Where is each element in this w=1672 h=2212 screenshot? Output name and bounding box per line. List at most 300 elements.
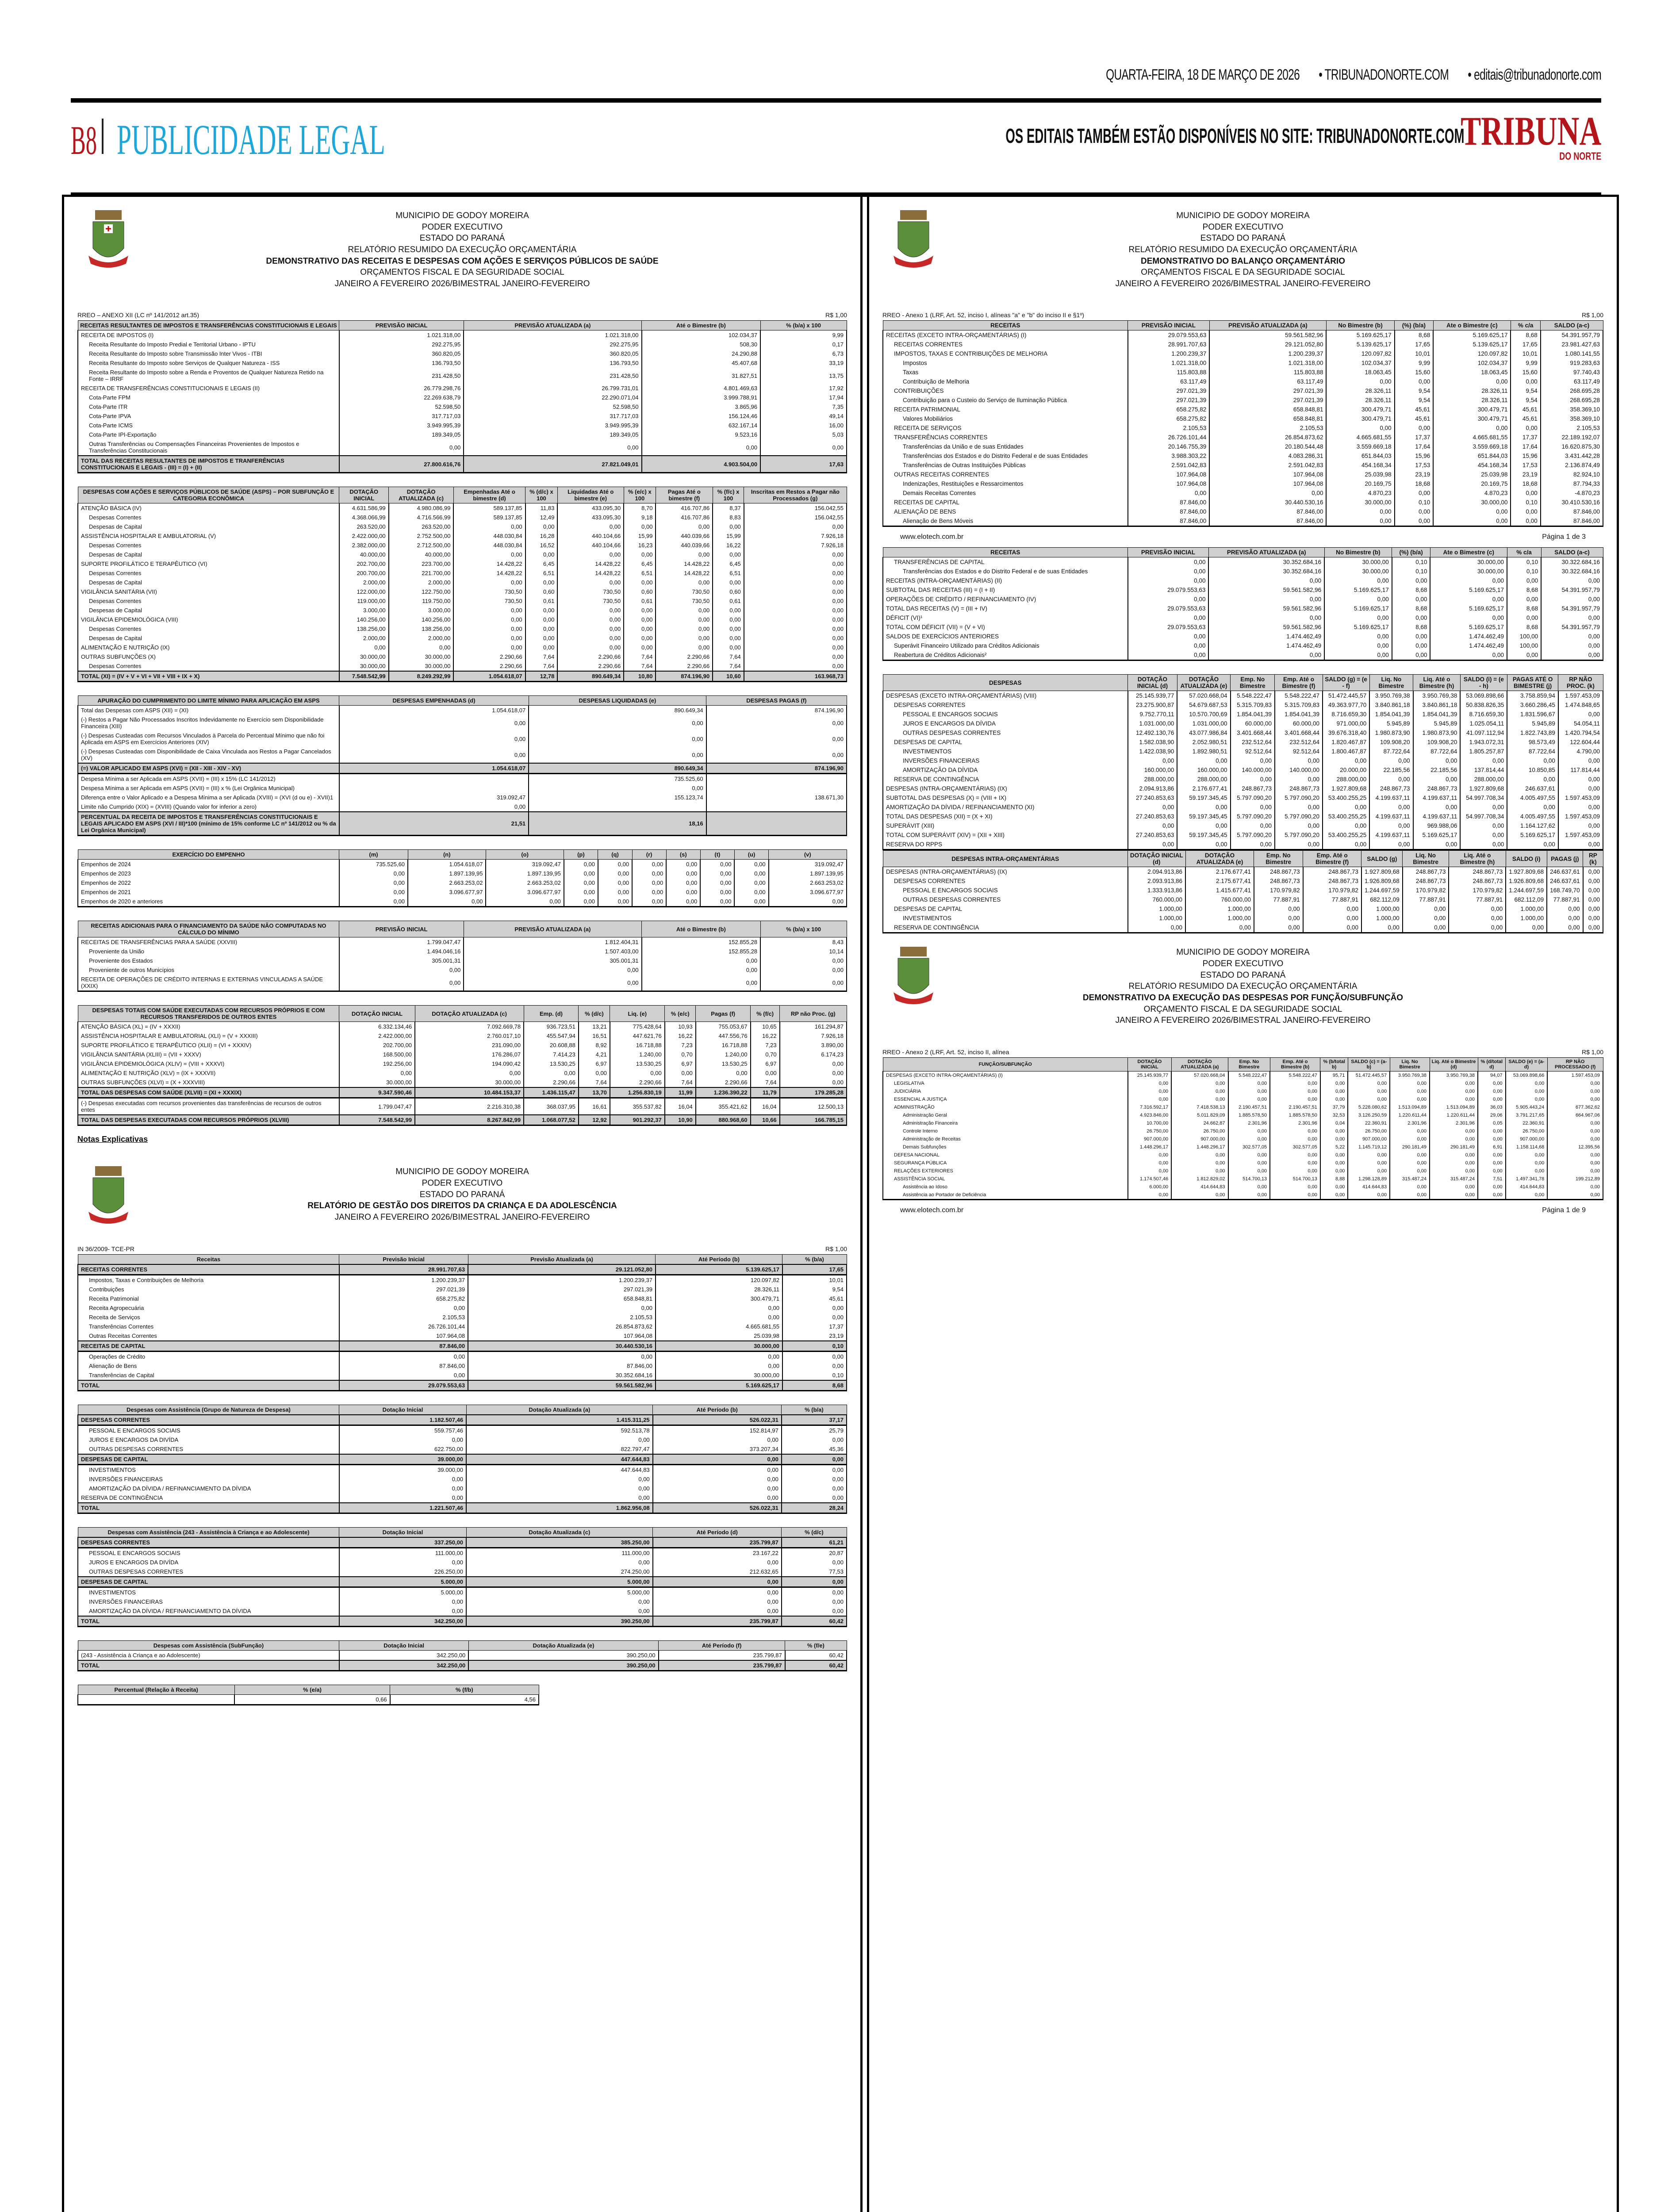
cell-value: 0,00 <box>653 1597 782 1606</box>
cell-value: 0,00 <box>1430 576 1507 585</box>
cell-value: 0,00 <box>642 956 761 965</box>
cell-value: 0,00 <box>1254 914 1303 923</box>
table-row <box>78 897 847 907</box>
cell-value: 9.523,16 <box>642 430 761 439</box>
row-label: Despesas Correntes <box>78 513 339 522</box>
column-header: SALDO (i) = (e - h) <box>1460 675 1507 691</box>
row-label: Despesas de Capital <box>78 522 339 531</box>
cell-value: 0,00 <box>744 568 847 578</box>
cell-value: 5.228.080,62 <box>1348 1103 1390 1111</box>
cell-value: 28.991.707,63 <box>339 1264 468 1275</box>
row-label: ALIENAÇÃO DE BENS <box>883 507 1128 516</box>
cell-value: 0,00 <box>453 578 525 587</box>
table-row <box>883 700 1603 710</box>
cell-value: 0,00 <box>1506 923 1547 933</box>
cell-value: 231.428,50 <box>464 368 641 384</box>
cell-value: 822.797,47 <box>466 1444 653 1454</box>
email-link[interactable]: • editais@tribunadonorte.com <box>1468 66 1601 83</box>
cell-value: 0,00 <box>1323 803 1369 812</box>
cell-value: 0,10 <box>782 1341 847 1352</box>
cell-value: 8,68 <box>1392 585 1430 595</box>
cell-value: 107.964,08 <box>1128 470 1210 479</box>
cell-value: 0,00 <box>453 522 525 531</box>
report-title: DEMONSTRATIVO DO BALANÇO ORÇAMENTÁRIO <box>1141 256 1345 266</box>
cell-value: 138.671,30 <box>706 793 847 802</box>
footer-page: Página 1 de 9 <box>1542 1206 1586 1214</box>
cell-value: 0,00 <box>525 522 558 531</box>
header-row <box>78 1006 847 1022</box>
cell-value: 14.428,22 <box>453 559 525 568</box>
cell-value: 0,00 <box>782 1558 847 1567</box>
cell-value: 0,00 <box>525 634 558 643</box>
cell-value: 5.139.625,17 <box>1433 340 1511 349</box>
poder: PODER EXECUTIVO <box>422 222 503 232</box>
table-row <box>883 840 1603 850</box>
row-label: ATENÇÃO BÁSICA (XL) = (IV + XXXII) <box>78 1022 339 1032</box>
cell-value: 5.797.090,20 <box>1231 812 1275 821</box>
column-header: SALDO (g) = (e - f) <box>1323 675 1369 691</box>
report-header <box>882 197 1603 289</box>
cell-value: 20.608,88 <box>524 1041 579 1050</box>
section-header <box>71 115 550 164</box>
cell-value: 0,00 <box>1433 377 1511 386</box>
cell-value: 0,00 <box>1326 423 1394 433</box>
cell-value: 0,00 <box>1369 803 1413 812</box>
cell-value: 4.199.637,11 <box>1413 793 1461 803</box>
newspaper-logo[interactable] <box>1460 108 1601 162</box>
row-label: JUROS E ENCARGOS DA DÍVIDA <box>883 719 1128 728</box>
table-row <box>78 812 847 836</box>
cell-value: 17,94 <box>760 393 847 402</box>
cell-value: 0,00 <box>529 731 706 747</box>
cell-value: 1.182.507,46 <box>339 1415 466 1425</box>
cell-value: 16,52 <box>525 541 558 550</box>
cell-value: 5.169.625,17 <box>1430 604 1507 613</box>
table-row <box>78 1351 847 1361</box>
column-header: DOTAÇÃO ATUALIZADA (e) <box>1185 851 1254 867</box>
cell-value: 59.561.582,96 <box>468 1380 656 1391</box>
cell-value: 1.513.094,89 <box>1390 1103 1430 1111</box>
cell-value: 1.333.913,86 <box>1128 886 1186 895</box>
funcao-table <box>882 1057 1603 1200</box>
row-label: Empenhos de 2023 <box>78 869 339 878</box>
cell-value: 107.964,08 <box>468 1331 656 1341</box>
cell-value: 0,00 <box>632 887 666 897</box>
cell-value: 0,00 <box>780 1059 847 1068</box>
cell-value: 23.275.900,87 <box>1128 700 1177 710</box>
cell-value: 0,00 <box>1320 1151 1348 1159</box>
column-header: PREVISÃO ATUALIZADA (a) <box>464 321 641 330</box>
unit-label: R$ 1,00 <box>1581 1048 1603 1056</box>
municipal-crest-icon <box>891 946 936 1006</box>
cell-value: 120.097,82 <box>1433 349 1511 358</box>
cell-value: 0,00 <box>1177 821 1230 830</box>
row-label: Despesas Correntes <box>78 541 339 550</box>
cell-value: 360.820,05 <box>339 349 464 358</box>
cell-value: 7,64 <box>624 661 656 671</box>
cell-value: 59.197.345,45 <box>1177 812 1230 821</box>
cell-value: 0,61 <box>624 596 656 606</box>
cell-value: 9,54 <box>782 1285 847 1294</box>
cell-value: 0,00 <box>744 559 847 568</box>
table-row <box>78 1050 847 1059</box>
cell-value: 0,00 <box>1270 1087 1320 1095</box>
table-row <box>78 1115 847 1125</box>
cell-value: 3.950.769,38 <box>1430 1071 1478 1079</box>
row-label: JUROS E ENCARGOS DA DIVÍDA <box>78 1435 339 1444</box>
cell-value: 5.797.090,20 <box>1275 830 1323 840</box>
row-label: AMORTIZAÇÃO DA DÍVIDA / REFINANCIAMENTO (XI) <box>883 803 1128 812</box>
cell-value: 0,00 <box>1270 1079 1320 1087</box>
column-header: SALDO (g) <box>1361 851 1403 867</box>
header-row <box>78 696 847 706</box>
cell-value: 0,00 <box>1547 1127 1603 1135</box>
table-row <box>883 613 1603 622</box>
row-label: TOTAL DAS DESPESAS (XII) = (X + XI) <box>883 812 1128 821</box>
site-link[interactable]: • TRIBUNADONORTE.COM <box>1319 66 1449 83</box>
cell-value: 0,00 <box>1208 576 1324 585</box>
cell-value: 0,00 <box>1390 1087 1430 1095</box>
cell-value: 0,00 <box>1228 1191 1270 1200</box>
cell-value: 8,37 <box>713 503 744 513</box>
row-label: Cota-Parte IPVA <box>78 411 339 421</box>
saude-despesas-asps-table <box>77 487 847 682</box>
cell-value: 0,00 <box>1583 895 1603 904</box>
table-row <box>78 774 847 784</box>
cell-value: 1.025.054,11 <box>1460 719 1507 728</box>
cell-value: 0,00 <box>1478 1079 1506 1087</box>
cell-value: 0,00 <box>1128 756 1177 765</box>
periodo: JANEIRO A FEVEREIRO 2026/BIMESTRAL JANEIRO-FEVEREIRO <box>1115 279 1371 288</box>
row-label: SALDOS DE EXERCÍCIOS ANTERIORES <box>883 632 1128 641</box>
column-header: Liq. Até o Bimestre (h) <box>1449 851 1506 867</box>
cell-value: 0,00 <box>653 1577 782 1587</box>
cell-value: 5.000,00 <box>466 1587 653 1597</box>
cell-value: 87.722,64 <box>1507 747 1558 756</box>
cell-value: 0,00 <box>610 1068 665 1078</box>
row-label: VIGILÂNCIA EPIDEMIOLÓGICA (VIII) <box>78 615 339 624</box>
cell-value: 0,00 <box>564 878 598 887</box>
table-row <box>883 650 1603 661</box>
cell-value: 10.570.700,69 <box>1177 710 1230 719</box>
cell-value: 9,54 <box>1395 396 1434 405</box>
cell-value: 10,80 <box>624 671 656 682</box>
table-row <box>78 1068 847 1078</box>
header-row <box>78 321 847 330</box>
cell-value: 0,00 <box>1541 613 1603 622</box>
column-header: RP (k) <box>1583 851 1603 867</box>
header-row <box>883 675 1603 691</box>
row-label: Administração Geral <box>883 1111 1128 1119</box>
row-label: Despesas Correntes <box>78 568 339 578</box>
row-label: Administração de Receitas <box>883 1135 1128 1143</box>
column-header: Ate o Bimestre (c) <box>1430 548 1507 557</box>
row-label: JUDICIÁRIA <box>883 1087 1128 1095</box>
cell-value: 447.556,76 <box>696 1031 751 1041</box>
cell-value: 0,00 <box>1209 488 1326 498</box>
report-title: DEMONSTRATIVO DA EXECUÇÃO DAS DESPESAS POR FUNÇÃO/SUBFUNÇÃO <box>1082 993 1404 1003</box>
cell-value: 0,00 <box>466 1597 653 1606</box>
cell-value: 26.750,00 <box>1128 1127 1172 1135</box>
cell-value: 30.352.684,16 <box>1208 567 1324 576</box>
row-label: PESSOAL E ENCARGOS SOCIAIS <box>78 1548 339 1558</box>
table-row <box>78 878 847 887</box>
cell-value: 0,00 <box>464 975 641 991</box>
cell-value: 355.537,82 <box>610 1098 665 1115</box>
cell-value: 0,00 <box>1171 1087 1228 1095</box>
cell-value: 12.500,13 <box>780 1098 847 1115</box>
cell-value: 28.991.707,63 <box>1128 340 1210 349</box>
cell-value: 0,00 <box>713 550 744 559</box>
cell-value: 7,64 <box>525 661 558 671</box>
cell-value: 17,37 <box>1511 433 1540 442</box>
cell-value: 28.326,11 <box>1326 396 1394 405</box>
cell-value: 4.199.637,11 <box>1369 812 1413 821</box>
cell-value: 30.000,00 <box>339 661 389 671</box>
cell-value: 730,50 <box>557 596 624 606</box>
cell-value: 1.927.809,68 <box>1460 784 1507 793</box>
cell-value: 0,00 <box>1228 1159 1270 1167</box>
column-header: (t) <box>700 850 734 860</box>
poder: PODER EXECUTIVO <box>422 1179 503 1188</box>
cell-value: 0,00 <box>1558 784 1603 793</box>
cell-value: 161.294,87 <box>780 1022 847 1032</box>
cell-value: 1.897.139,95 <box>769 869 847 878</box>
cell-value: 5.169.625,17 <box>1507 830 1558 840</box>
cell-value: 152.855,28 <box>642 947 761 956</box>
row-label: Proveniente dos Estados <box>78 956 339 965</box>
row-label: PESSOAL E ENCARGOS SOCIAIS <box>78 1425 339 1435</box>
cell-value: 0,00 <box>744 587 847 596</box>
header-row <box>883 851 1603 867</box>
cell-value: 87.846,00 <box>1541 507 1603 516</box>
cell-value: 5.548.222,47 <box>1270 1071 1320 1079</box>
cell-value: 5,03 <box>760 430 847 439</box>
cell-value: 235.799,87 <box>659 1660 785 1671</box>
row-label: Impostos, Taxas e Contribuições de Melhoria <box>78 1275 339 1285</box>
row-label: TOTAL <box>78 1380 339 1391</box>
cell-value: 730,50 <box>453 596 525 606</box>
anexo-label: RREO – ANEXO XII (LC nº 141/2012 art.35) <box>77 311 199 319</box>
cell-value: 0,00 <box>1395 507 1434 516</box>
cell-value: 0,00 <box>1430 595 1507 604</box>
table-row <box>78 1454 847 1465</box>
cell-value: 0,00 <box>525 643 558 652</box>
column-header: Até Período (d) <box>653 1527 782 1537</box>
cell-value: 0,00 <box>1228 1127 1270 1135</box>
cell-value: 0,00 <box>339 975 464 991</box>
cell-value: 5.169.625,17 <box>656 1380 782 1391</box>
cell-value: 54.054,11 <box>1558 719 1603 728</box>
cell-value: 0,60 <box>713 587 744 596</box>
table-row <box>883 1127 1603 1135</box>
cell-value: 25.039,98 <box>1433 470 1511 479</box>
cell-value: 0,00 <box>466 1475 653 1484</box>
cell-value: 36,03 <box>1478 1103 1506 1111</box>
cell-value: 1.422.038,90 <box>1128 747 1177 756</box>
cell-value: 77.887,91 <box>1547 895 1583 904</box>
cell-value: 29.079.553,63 <box>1128 585 1209 595</box>
cell-value: 5.000,00 <box>466 1577 653 1587</box>
column-header: RECEITAS ADICIONAIS PARA O FINANCIAMENTO DA SAÚDE NÃO COMPUTADAS NO CÁLCULO DO MÍNIMO <box>78 921 339 937</box>
cell-value: 5.169.625,17 <box>1430 622 1507 632</box>
cell-value: 0,00 <box>1231 840 1275 850</box>
column-header: No Bimestre (b) <box>1326 321 1394 330</box>
cell-value: 137.814,44 <box>1460 765 1507 775</box>
cell-value: 6,45 <box>624 559 656 568</box>
footer-site: www.elotech.com.br <box>900 1206 964 1214</box>
cell-value: 0,00 <box>744 615 847 624</box>
cell-value: 0,00 <box>557 522 624 531</box>
cell-value: 0,00 <box>339 439 464 456</box>
row-label: Despesas de Capital <box>78 634 339 643</box>
table-row <box>883 567 1603 576</box>
cell-value: 0,04 <box>1320 1119 1348 1127</box>
cell-value: 0,00 <box>529 747 706 763</box>
cell-value: 4.631.586,99 <box>339 503 389 513</box>
cell-value <box>339 783 529 793</box>
cell-value: 0,00 <box>1323 756 1369 765</box>
logo-subtext: DO NORTE <box>1559 150 1601 162</box>
cell-value: 87.846,00 <box>1128 507 1210 516</box>
table-row <box>78 393 847 402</box>
row-label: DESPESAS CORRENTES <box>883 700 1128 710</box>
row-label: DÉFICIT (VI)¹ <box>883 613 1128 622</box>
cell-value: 1.597.453,09 <box>1558 830 1603 840</box>
cell-value: 658.848,81 <box>468 1294 656 1303</box>
cell-value: 92.512,64 <box>1275 747 1323 756</box>
cell-value: 5.797.090,20 <box>1231 793 1275 803</box>
cell-value: 168.500,00 <box>339 1050 415 1059</box>
header-row <box>78 850 847 860</box>
cell-value: 0,00 <box>751 1068 780 1078</box>
cell-value: 1.854.041,39 <box>1231 710 1275 719</box>
cell-value: 7,64 <box>665 1078 696 1087</box>
row-label: RECEITA DE OPERAÇÕES DE CRÉDITO INTERNAS E EXTERNAS VINCULADAS A SAÚDE (XXIX) <box>78 975 339 991</box>
saude-apuracao-table <box>77 695 847 836</box>
cell-value: 0,00 <box>653 1606 782 1616</box>
table-row <box>78 1087 847 1098</box>
row-label: ASSISTÊNCIA HOSPITALAR E AMBULATORIAL (XLI) = (V + XXXIII) <box>78 1031 339 1041</box>
column-header: (u) <box>734 850 768 860</box>
table-row <box>883 1191 1603 1200</box>
column-header: PREVISÃO INICIAL <box>339 921 464 937</box>
cell-value: 0,00 <box>1228 1087 1270 1095</box>
cell-value: 5.000,00 <box>339 1577 466 1587</box>
cell-value: 0,00 <box>782 1484 847 1493</box>
cell-value: 231.428,50 <box>339 368 464 384</box>
cell-value: 53.069.898,66 <box>1460 691 1507 701</box>
cell-value: 87.846,00 <box>1541 516 1603 526</box>
row-label: Receita Agropecuária <box>78 1303 339 1313</box>
cell-value: 0,00 <box>1449 914 1506 923</box>
cell-value: 5.315.709,83 <box>1231 700 1275 710</box>
cell-value: 0,00 <box>1506 1087 1548 1095</box>
cell-value: 1.054.618,07 <box>339 706 529 715</box>
municipio: MUNICIPIO DE GODOY MOREIRA <box>395 1167 529 1177</box>
cell-value: 9,99 <box>1395 358 1434 368</box>
cell-value: 37,17 <box>782 1415 847 1425</box>
row-label: OUTRAS DESPESAS CORRENTES <box>78 1444 339 1454</box>
table-row <box>883 604 1603 613</box>
cell-value: 1.000,00 <box>1361 904 1403 914</box>
cell-value: 3.950.769,38 <box>1369 691 1413 701</box>
cell-value: 59.197.345,45 <box>1177 793 1230 803</box>
cell-value: 622.750,00 <box>339 1444 466 1454</box>
cell-value: 454.168,34 <box>1326 461 1394 470</box>
cell-value: 319.092,47 <box>339 793 529 802</box>
table-row <box>883 784 1603 793</box>
table-row <box>78 578 847 587</box>
row-label: SUPORTE PROFILÁTICO E TERAPÊUTICO (XLII) = (VI + XXXIV) <box>78 1041 339 1050</box>
row-label: RECEITAS CORRENTES <box>883 340 1128 349</box>
table-row <box>78 1493 847 1503</box>
cell-value: 0,00 <box>642 975 761 991</box>
cell-value: 59.197.345,45 <box>1177 830 1230 840</box>
table-row <box>78 747 847 763</box>
cell-value: 0,00 <box>1128 1151 1172 1159</box>
cell-value: 0,00 <box>339 887 408 897</box>
cell-value: 0,00 <box>453 606 525 615</box>
cell-value: 54.679.687,53 <box>1177 700 1230 710</box>
cell-value: 2.290,66 <box>656 652 713 661</box>
table-row <box>883 368 1603 377</box>
cell-value: 0,00 <box>1547 1119 1603 1127</box>
cell-value: 0,00 <box>1541 641 1603 650</box>
cell-value: 0,00 <box>700 860 734 869</box>
cell-value: 0,00 <box>1430 1135 1478 1143</box>
cell-value: 0,00 <box>782 1361 847 1371</box>
column-header: No Bimestre (b) <box>1324 548 1392 557</box>
header-row <box>883 321 1603 330</box>
cell-value: 6,97 <box>579 1059 610 1068</box>
cell-value: 54.997.708,34 <box>1460 793 1507 803</box>
municipio: MUNICIPIO DE GODOY MOREIRA <box>1176 948 1310 957</box>
cell-value: 0,00 <box>1430 1095 1478 1103</box>
cell-value: 0,00 <box>1583 876 1603 886</box>
cell-value: 775.428,64 <box>610 1022 665 1032</box>
cell-value: 440.104,66 <box>557 541 624 550</box>
row-label: Receita Resultante do Imposto sobre a Renda e Proventos de Qualquer Natureza Retido na Fonte – IRRF <box>78 368 339 384</box>
cell-value: 3.791.217,65 <box>1506 1111 1548 1119</box>
cell-value: 735.525,60 <box>339 860 408 869</box>
report-title: DEMONSTRATIVO DAS RECEITAS E DESPESAS COM AÇÕES E SERVIÇOS PÚBLICOS DE SAÚDE <box>266 256 659 266</box>
cell-value: 0,00 <box>713 634 744 643</box>
cell-value: 0,00 <box>529 715 706 731</box>
cell-value: 1.448.296,17 <box>1171 1143 1228 1151</box>
cell-value: 0,00 <box>1449 904 1506 914</box>
cell-value: 0,00 <box>734 878 768 887</box>
cell-value: 0,00 <box>1506 1159 1548 1167</box>
table-row <box>78 1606 847 1616</box>
cell-value: 10.850,85 <box>1507 765 1558 775</box>
cell-value: 0,00 <box>1208 595 1324 604</box>
cell-value: 300.479,71 <box>1433 405 1511 414</box>
cell-value: 0,00 <box>642 965 761 975</box>
cell-value: 589.137,85 <box>453 503 525 513</box>
cell-value: 1.497.341,78 <box>1506 1175 1548 1183</box>
cell-value: 7.418.538,13 <box>1171 1103 1228 1111</box>
table-row <box>883 737 1603 747</box>
table-row <box>883 775 1603 784</box>
row-label: Transferências Correntes <box>78 1322 339 1331</box>
cell-value: 8.716.659,30 <box>1323 710 1369 719</box>
cell-value: 5.945,89 <box>1369 719 1413 728</box>
row-label: Outras Receitas Correntes <box>78 1331 339 1341</box>
cell-value: 4.980.086,99 <box>389 503 454 513</box>
cell-value: 0,00 <box>1185 923 1254 933</box>
table-row <box>883 904 1603 914</box>
